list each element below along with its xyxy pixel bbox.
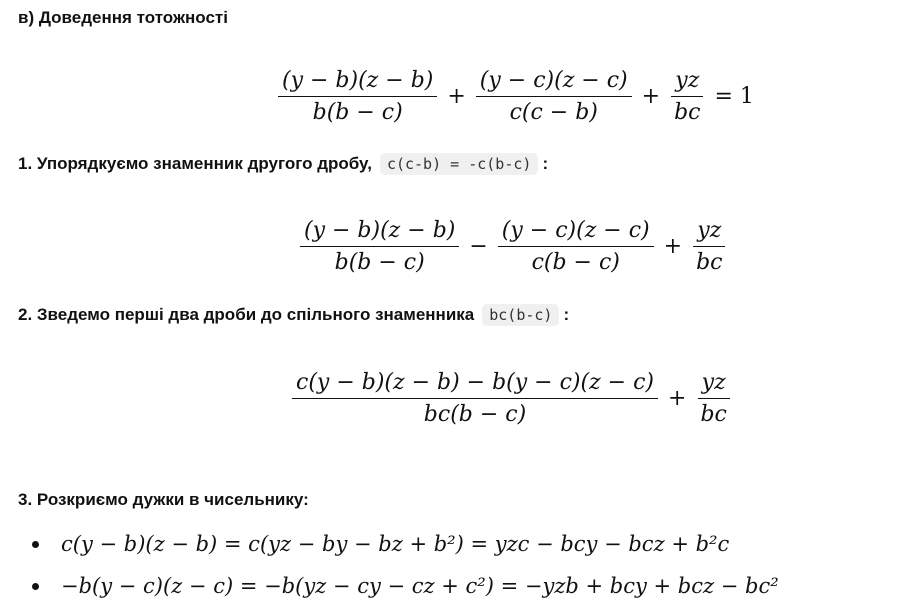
numerator: yz [698,370,730,399]
fraction [670,68,704,125]
plus-operator: + [663,234,683,259]
fraction [300,218,459,275]
denominator: c(c − b) [509,100,598,125]
plus-operator: + [641,84,661,109]
numerator: yz [693,218,725,247]
fraction [476,68,632,125]
plus-operator: + [447,84,466,109]
denominator: bc [674,100,701,125]
step1-suffix: : [542,154,549,173]
bullet-dot [32,583,39,590]
step1-label: 1. Упорядкуємо знаменник другого дробу, [18,154,372,173]
fraction [696,370,730,427]
fraction [278,68,437,125]
denominator: b(b − c) [312,100,403,125]
step2-suffix: : [563,305,570,324]
step2-heading [18,304,569,326]
step3-heading: 3. Розкриємо дужки в чисельнику: [18,490,309,509]
step1-expression [294,218,732,275]
section-title: в) Доведення тотожності [18,8,228,27]
bullet-dot [32,541,39,548]
step2-code: bc(b-c) [482,304,559,326]
denominator: b(b − c) [334,250,425,275]
numerator: (y − b)(z − b) [278,68,437,97]
fraction [692,218,726,275]
fraction [498,218,654,275]
denominator: bc(b − c) [423,402,527,427]
step2-expression [286,370,737,427]
denominator: bc [700,402,727,427]
list-item [18,574,779,598]
numerator: (y − c)(z − c) [476,68,632,97]
numerator: (y − c)(z − c) [498,218,654,247]
bullet-expression: c(y − b)(z − b) = c(yz − by − bz + b²) = yzc − bcy − bcz + b²c [61,532,730,556]
list-item [18,532,729,556]
fraction [292,370,658,427]
numerator: c(y − b)(z − b) − b(y − c)(z − c) [292,370,658,399]
equals-one: = 1 [714,84,754,109]
identity-equation [272,68,758,125]
step2-label: 2. Зведемо перші два дроби до спільного знаменника [18,305,475,324]
plus-operator: + [668,386,687,411]
denominator: c(b − c) [531,250,620,275]
step1-heading [18,153,548,175]
denominator: bc [696,250,723,275]
step1-code: c(c-b) = -c(b-c) [380,153,539,175]
numerator: yz [671,68,703,97]
minus-operator: − [469,234,488,259]
numerator: (y − b)(z − b) [300,218,459,247]
bullet-expression: −b(y − c)(z − c) = −b(yz − cy − cz + c²) = −yzb + bcy + bcz − bc² [61,574,779,598]
